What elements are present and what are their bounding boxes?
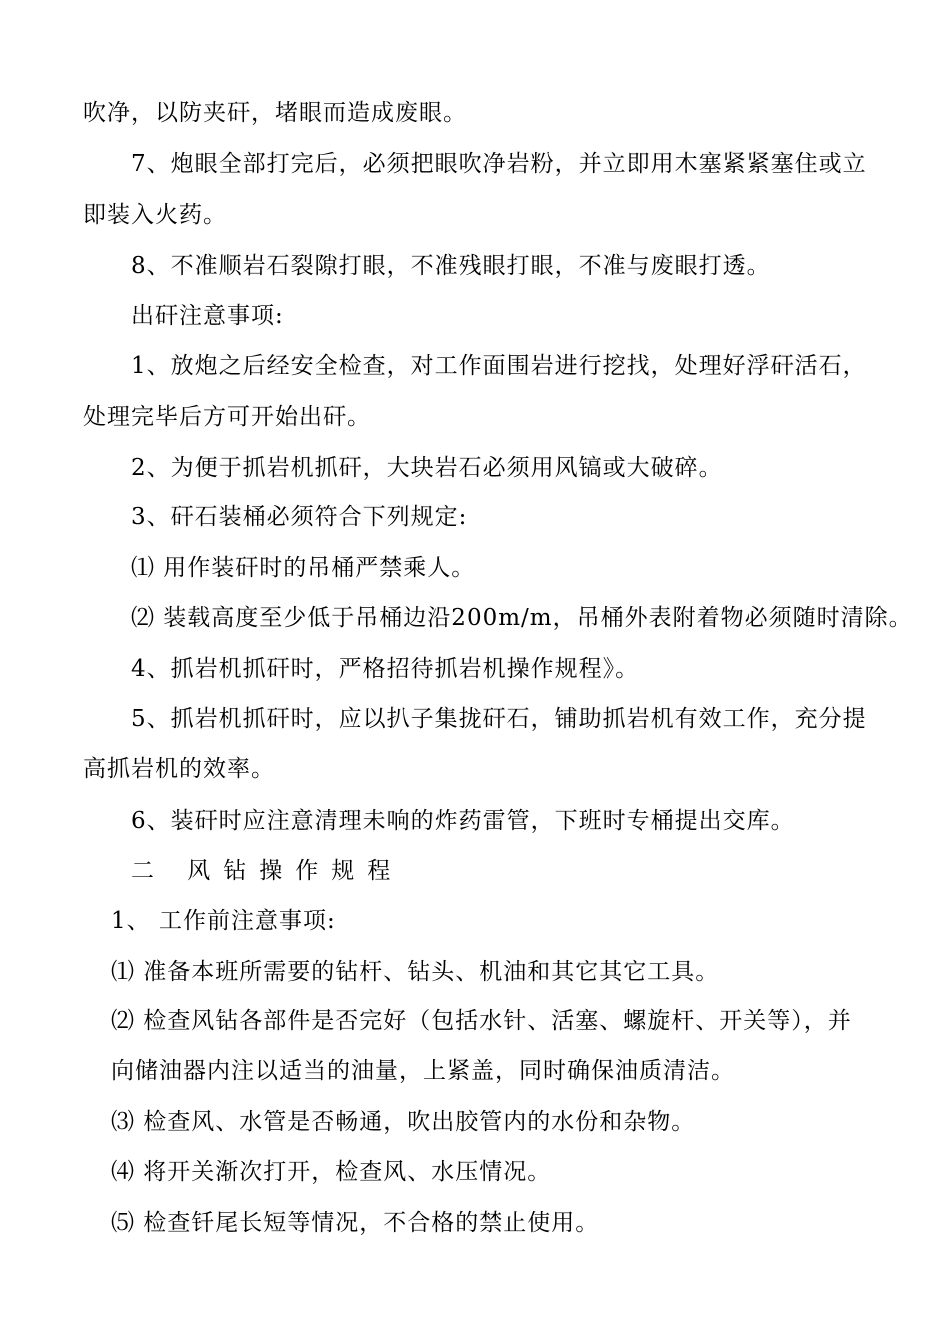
text-line-10: ⑴ 用作装矸时的吊桶严禁乘人。 bbox=[131, 555, 476, 581]
section-heading-waste-removal: 出矸注意事项: bbox=[131, 303, 284, 329]
text-line-20: 向储油器内注以适当的油量，上紧盖，同时确保油质清洁。 bbox=[111, 1058, 735, 1084]
text-line-19: ⑵ 检查风钻各部件是否完好（包括水针、活塞、螺旋杆、开关等），并 bbox=[111, 1008, 852, 1034]
text-line-13: 5、抓岩机抓矸时，应以扒子集拢矸石，铺助抓岩机有效工作，充分提 bbox=[131, 706, 867, 732]
text-line-2: 7、炮眼全部打完后，必须把眼吹净岩粉，并立即用木塞紧紧塞住或立 bbox=[131, 151, 867, 177]
text-line-14: 高抓岩机的效率。 bbox=[83, 756, 275, 782]
subheading-pre-work: 1、 工作前注意事项: bbox=[111, 908, 336, 934]
section-heading-drill-procedures: 二 风钻操作规程 bbox=[131, 858, 404, 884]
text-line-4: 8、不准顺岩石裂隙打眼，不准残眼打眼，不准与废眼打透。 bbox=[131, 253, 771, 279]
text-line-23: ⑸ 检查钎尾长短等情况，不合格的禁止使用。 bbox=[111, 1210, 600, 1236]
text-line-21: ⑶ 检查风、水管是否畅通，吹出胶管内的水份和杂物。 bbox=[111, 1109, 696, 1135]
text-line-12: 4、抓岩机抓矸时，严格招待抓岩机操作规程》。 bbox=[131, 656, 640, 682]
text-line-6: 1、放炮之后经安全检查，对工作面围岩进行挖找，处理好浮矸活石， bbox=[131, 353, 867, 379]
text-line-18: ⑴ 准备本班所需要的钻杆、钻头、机油和其它其它工具。 bbox=[111, 959, 720, 985]
text-line-9: 3、矸石装桶必须符合下列规定: bbox=[131, 504, 468, 530]
text-line-22: ⑷ 将开关渐次打开，检查风、水压情况。 bbox=[111, 1159, 552, 1185]
text-line-3: 即装入火药。 bbox=[83, 202, 227, 228]
text-line-7: 处理完毕后方可开始出矸。 bbox=[83, 404, 371, 430]
text-line-8: 2、为便于抓岩机抓矸，大块岩石必须用风镐或大破碎。 bbox=[131, 455, 723, 481]
text-line-1: 吹净，以防夹矸，堵眼而造成废眼。 bbox=[83, 100, 467, 126]
text-line-15: 6、装矸时应注意清理未响的炸药雷管，下班时专桶提出交库。 bbox=[131, 808, 795, 834]
text-line-11: ⑵ 装载高度至少低于吊桶边沿200m/m，吊桶外表附着物必须随时清除。 bbox=[131, 605, 913, 631]
